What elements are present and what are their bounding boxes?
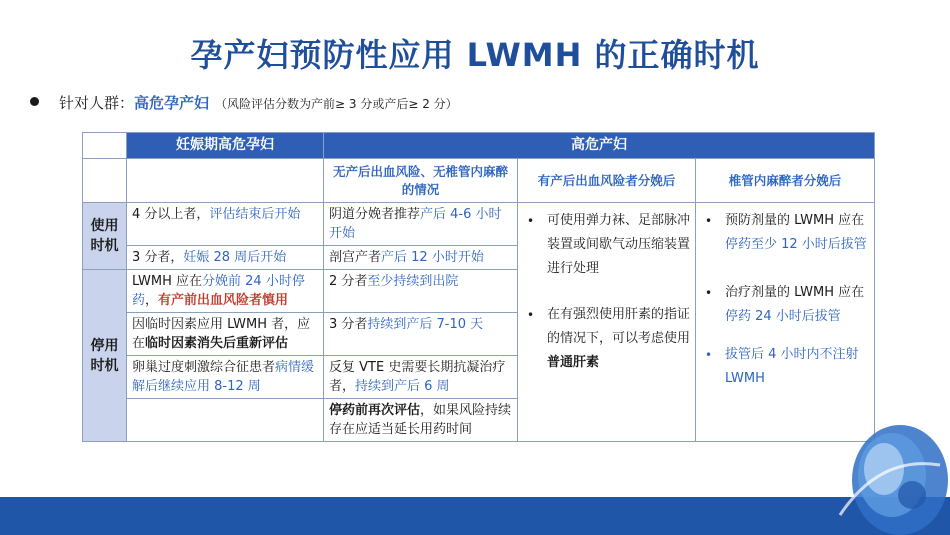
- stop-cell-5: 卵巢过度刺激综合征患者病情缓解后继续应用 8-12 周: [127, 356, 324, 399]
- subheader-spinal: 椎管内麻醉者分娩后: [696, 159, 875, 203]
- list-item: • 预防剂量的 LWMH 应在停药至少 12 小时后拔管: [701, 209, 869, 257]
- bullet-label: 针对人群：: [59, 94, 135, 112]
- use-cell-3: 3 分者，妊娠 28 周后开始: [127, 246, 324, 270]
- bullet-icon: •: [705, 286, 713, 300]
- bullet-icon: •: [705, 214, 713, 228]
- bullet-icon: •: [527, 214, 535, 228]
- decorative-logo-icon: [800, 395, 950, 535]
- stop-cell-4: 3 分者持续到产后 7-10 天: [324, 313, 518, 356]
- empty-cell: [127, 399, 324, 442]
- empty-cell: [127, 159, 324, 203]
- stop-cell-2: 2 分者至少持续到出院: [324, 270, 518, 313]
- bullet-icon: •: [705, 348, 713, 362]
- use-cell-2: 阴道分娩者推荐产后 4-6 小时开始: [324, 203, 518, 246]
- stop-cell-7: 停药前再次评估，如果风险持续存在应适当延长用药时间: [324, 399, 518, 442]
- stop-cell-3: 因临时因素应用 LWMH 者，应在临时因素消失后重新评估: [127, 313, 324, 356]
- bleed-column: [518, 203, 696, 442]
- empty-cell: [83, 159, 127, 203]
- bullet-note: （风险评估分数为产前≥ 3 分或产后≥ 2 分）: [215, 97, 458, 111]
- stop-cell-6: 反复 VTE 史需要长期抗凝治疗者，持续到产后 6 周: [324, 356, 518, 399]
- corner-cell: [83, 133, 127, 159]
- subheader-no-bleed: 无产后出血风险、无椎管内麻醉的情况: [324, 159, 518, 203]
- bullet-highlight: 高危孕产妇: [134, 94, 210, 112]
- list-item: • 拔管后 4 小时内不注射 LWMH: [701, 343, 869, 391]
- list-item: • 治疗剂量的 LWMH 应在停药 24 小时后拔管: [701, 281, 869, 329]
- page-title: 孕产妇预防性应用 LWMH 的正确时机: [190, 36, 760, 74]
- header-postpartum: 高危产妇: [324, 133, 875, 159]
- bullet-icon: •: [527, 308, 535, 322]
- row-label-stop: 停用时机: [83, 270, 127, 442]
- header-pregnancy: 妊娠期高危孕妇: [127, 133, 324, 159]
- target-population: [30, 92, 458, 113]
- list-item: • 在有强烈使用肝素的指证的情况下，可以考虑使用普通肝素: [523, 303, 690, 375]
- list-item: • 可使用弹力袜、足部脉冲装置或间歇气动压缩装置进行处理: [523, 209, 690, 281]
- bullet-dot-icon: [30, 97, 39, 106]
- use-cell-4: 剖宫产者产后 12 小时开始: [324, 246, 518, 270]
- row-label-use: 使用时机: [83, 203, 127, 270]
- stop-cell-1: LWMH 应在分娩前 24 小时停药，有产前出血风险者慎用: [127, 270, 324, 313]
- timing-table: [82, 132, 875, 442]
- subheader-bleed: 有产后出血风险者分娩后: [518, 159, 696, 203]
- use-cell-1: 4 分以上者，评估结束后开始: [127, 203, 324, 246]
